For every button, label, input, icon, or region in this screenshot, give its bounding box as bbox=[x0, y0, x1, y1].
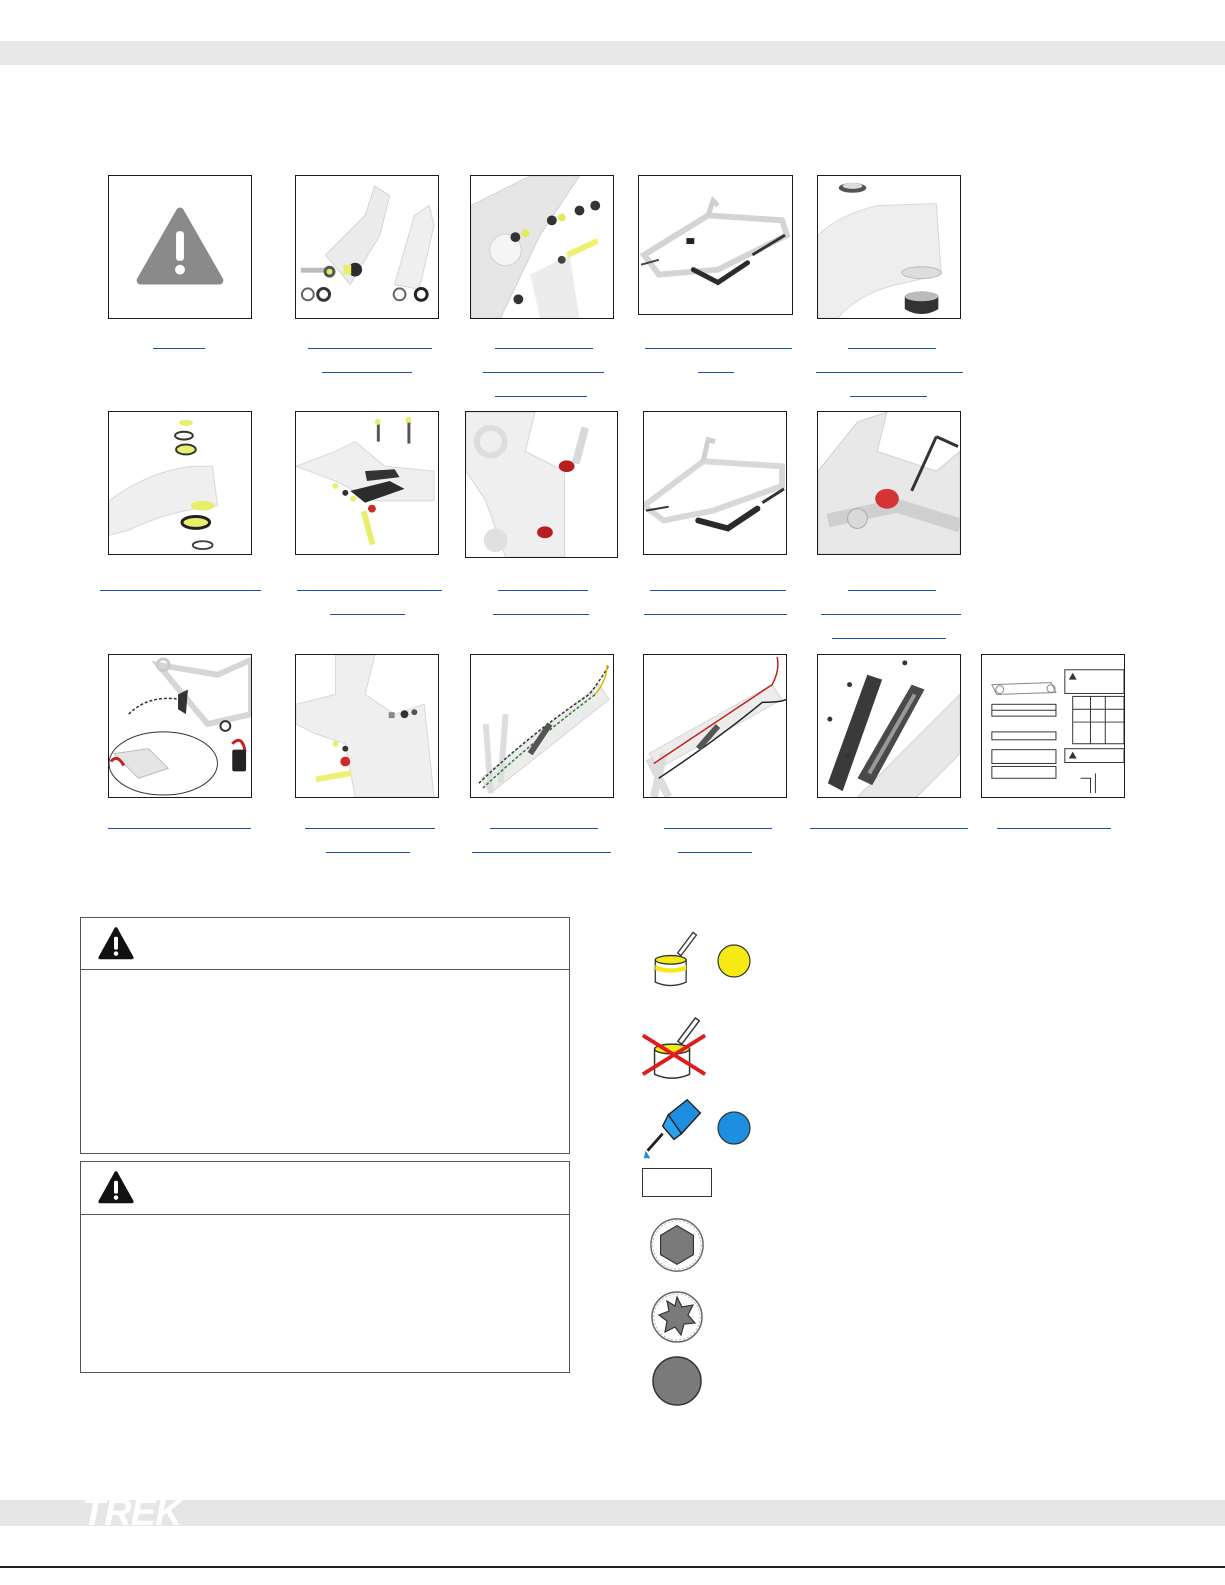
thumbnail-swingarm-bearing[interactable] bbox=[295, 175, 439, 319]
torx-bit-icon bbox=[650, 1290, 704, 1344]
shock-mount-icon bbox=[296, 655, 438, 797]
warning-box bbox=[80, 917, 570, 1154]
headset-cup-icon bbox=[818, 176, 960, 318]
frame-guard-icon bbox=[639, 176, 792, 314]
threadlock-dot bbox=[716, 1110, 752, 1146]
thumbnail-pivot-hardware[interactable] bbox=[470, 175, 614, 319]
downtube-guard-icon bbox=[818, 655, 960, 797]
frame-protector-icon bbox=[644, 412, 786, 554]
thumbnail-cable-routing[interactable] bbox=[470, 654, 614, 798]
grease-dot bbox=[716, 943, 752, 979]
cable-routing-icon bbox=[471, 655, 613, 797]
no-grease-icon bbox=[638, 1014, 710, 1084]
thumbnail-frame-guard[interactable] bbox=[638, 175, 793, 315]
warning-icon bbox=[109, 176, 251, 318]
thumbnail-derailleur-hanger[interactable] bbox=[108, 654, 252, 798]
derailleur-hanger-icon bbox=[109, 655, 251, 797]
thumbnail-frame-protector[interactable] bbox=[643, 411, 787, 555]
pivot-plug-icon bbox=[466, 412, 617, 557]
spec-sheet-icon bbox=[982, 655, 1124, 797]
linkage-exploded-icon bbox=[296, 412, 438, 554]
footer-rule bbox=[0, 1566, 1225, 1568]
thumbnail-hex-key-plug[interactable] bbox=[817, 411, 961, 555]
thumbnail-spec-sheet[interactable] bbox=[981, 654, 1125, 798]
thumbnail-headset-stack[interactable] bbox=[108, 411, 252, 555]
header-bar bbox=[0, 41, 1225, 65]
warning-header bbox=[81, 918, 569, 970]
round-tool-icon bbox=[650, 1354, 704, 1408]
grease-icon bbox=[645, 924, 705, 994]
warning-header bbox=[81, 1162, 569, 1215]
hex-bit-icon bbox=[648, 1216, 706, 1274]
thumbnail-brake-routing[interactable] bbox=[643, 654, 787, 798]
swingarm-bearing-icon bbox=[296, 176, 438, 318]
headset-stack-icon bbox=[109, 412, 251, 554]
brake-routing-icon bbox=[644, 655, 786, 797]
thumbnail-pivot-plug[interactable] bbox=[465, 411, 618, 558]
thumbnail-warning[interactable] bbox=[108, 175, 252, 319]
thumbnail-shock-mount[interactable] bbox=[295, 654, 439, 798]
warning-icon bbox=[94, 924, 138, 964]
thumbnail-downtube-guard[interactable] bbox=[817, 654, 961, 798]
warning-box bbox=[80, 1161, 570, 1373]
threadlock-icon bbox=[640, 1094, 706, 1164]
torque-box-icon bbox=[642, 1168, 712, 1197]
hex-key-plug-icon bbox=[818, 412, 960, 554]
thumbnail-linkage-exploded[interactable] bbox=[295, 411, 439, 555]
trek-logo bbox=[78, 1497, 268, 1529]
pivot-hardware-icon bbox=[471, 176, 613, 318]
warning-icon bbox=[94, 1168, 138, 1208]
thumbnail-headset-cup[interactable] bbox=[817, 175, 961, 319]
svg-text:TREK: TREK bbox=[82, 1497, 182, 1529]
